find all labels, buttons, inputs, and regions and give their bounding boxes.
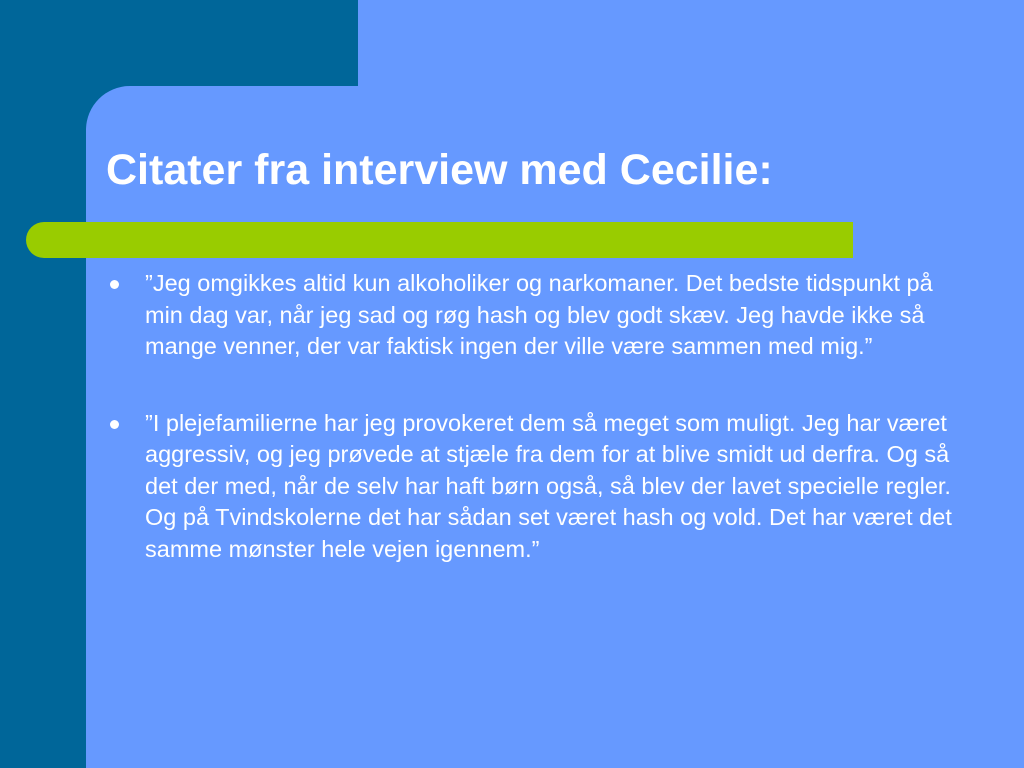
quote-list [106,268,956,610]
quote-text: ”I plejefamilierne har jeg provokeret dem så meget som muligt. Jeg har været aggressiv, og jeg prøvede at stjæle fra dem for at blive smidt ud derfra. Og så det der med, når de selv har haft børn også, så blev der lavet specielle regler. Og på Tvindskolerne det har sådan set været hash og vold. Det har været det samme mønster hele vejen igennem.” [145,409,952,562]
slide-title: Citater fra interview med Cecilie: [106,146,773,194]
quote-item [106,408,956,566]
quote-item [106,268,956,363]
accent-bar [26,222,853,258]
bullet-icon [110,420,119,429]
quote-text: ”Jeg omgikkes altid kun alkoholiker og narkomaner. Det bedste tidspunkt på min dag var, når jeg sad og røg hash og blev godt skæv. Jeg havde ikke så mange venner, der var faktisk ingen der ville være sammen med mig.” [145,270,933,359]
bullet-icon [110,280,119,289]
